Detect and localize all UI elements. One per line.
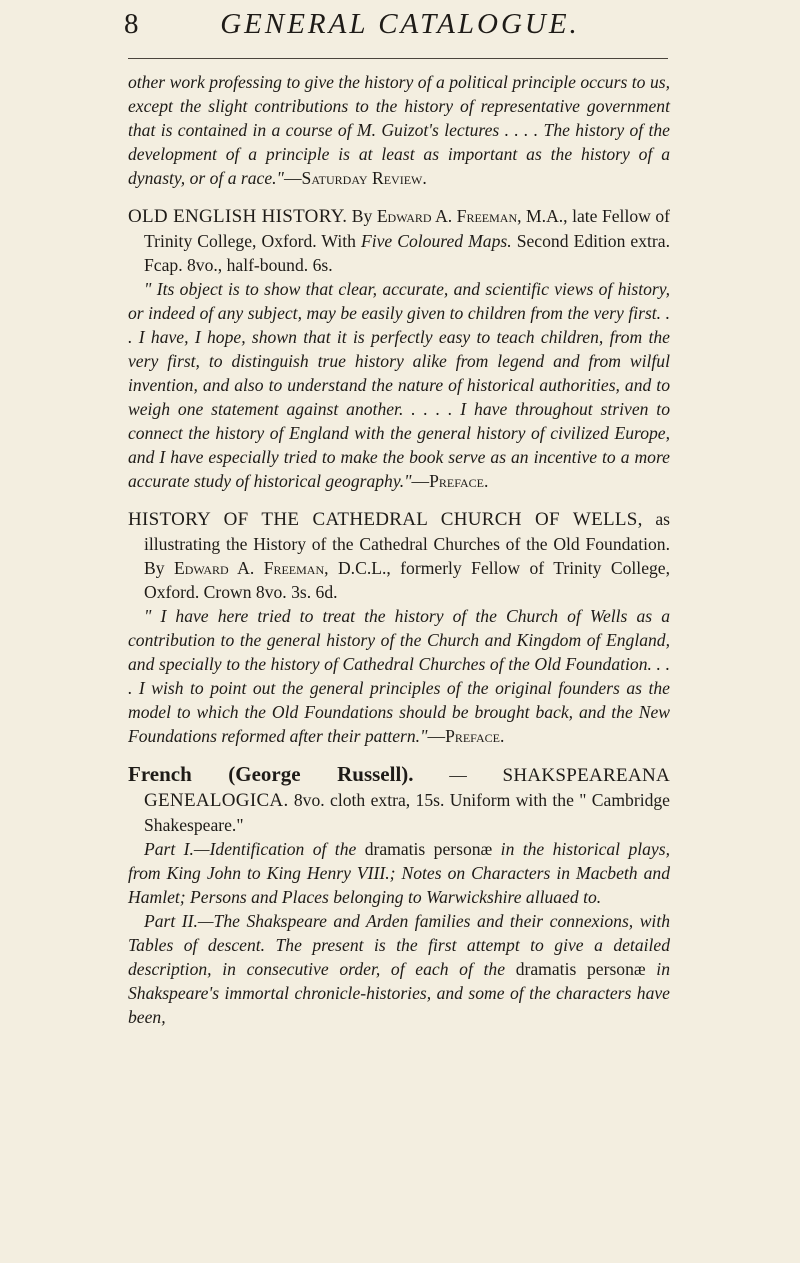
part-1-label: Part I.: [144, 839, 194, 859]
entry-quote-source: —Preface.: [427, 726, 505, 746]
entry-quote: [128, 604, 670, 748]
entry-details: 8vo. cloth extra, 15s. Uniform with the " Cambridge Shakespeare.": [144, 790, 670, 835]
entry-title: OLD ENGLISH HISTORY.: [128, 206, 348, 227]
entry-by: By: [351, 206, 373, 226]
entry-author: Edward A. Freeman: [376, 206, 518, 226]
entry-dash: —: [413, 765, 503, 785]
page-body: [128, 70, 670, 1029]
entry-quote-source: —Preface.: [411, 471, 489, 491]
entry-details-part-2: Second Edition extra. Fcap. 8vo., half-bound. 6s.: [144, 231, 670, 275]
header-rule: [128, 58, 668, 59]
review-quote-source: —Saturday Review.: [283, 168, 427, 188]
catalogue-entry-old-english-history: [128, 204, 670, 493]
entry-details-part-2: , D.C.L., formerly Fellow of Trinity College, Oxford. Crown 8vo. 3s. 6d.: [144, 558, 671, 602]
entry-quote: [128, 277, 670, 493]
entry-quote-text: " I have here tried to treat the history of the Church of Wells as a contribution to the general history of the Church and Kingdom of England, and specially to the history of Cathedral Churches of the Old Foundation. . . . I wish to point out the general principles of the original founders as the model to which the Old Foundations should be brought back, and the New Foundations reformed after their pattern.": [128, 606, 670, 746]
part-2-dramatis-personae: dramatis personæ: [515, 959, 646, 979]
entry-part-1: [128, 837, 670, 909]
part-2-label: Part II.: [144, 911, 198, 931]
part-2-text-a: —The Shakspeare and Arden families and their connexions, with Tables of descent. The present is the first attempt to give a detailed description, in consecutive order, of each of the: [128, 911, 670, 979]
entry-details-part-1: , M.A., late Fellow of Trinity College, Oxford. With: [144, 206, 670, 251]
entry-description: [128, 507, 670, 604]
page-header: [0, 8, 800, 58]
entry-details-part-1: as illustrating the History of the Cathedral Churches of the Old Foundation. By: [144, 509, 670, 578]
part-1-dramatis-personae: dramatis personæ: [364, 839, 493, 859]
entry-author: Edward A. Freeman: [173, 558, 325, 578]
part-2-text-b: in Shakspeare's immortal chronicle-histories, and some of the characters have been,: [128, 959, 670, 1027]
entry-quote-text: " Its object is to show that clear, accurate, and scientific views of history, or indeed of any subject, may be easily given to children from the very first. . . I have, I hope, shown that it is perfectly easy to teach children, from the very first, to distinguish true history alike from legend and from wilful invention, and also to understand the nature of historical authorities, and to weigh one statement against another. . . . . I have throughout striven to connect the history of England with the general history of civilized Europe, and I have especially tried to make the book serve as an incentive to a more accurate study of historical geography.": [128, 279, 670, 491]
page-number: 8: [124, 8, 139, 40]
entry-description: [128, 204, 670, 277]
review-quote-text: other work professing to give the history of a political principle occurs to us, except the slight contributions to the history of representative government that is contained in a course of M. Guizot's lectures . . . . The history of the development of a principle is at least as important as the history of a dynasty, or of a race.": [128, 72, 670, 188]
entry-part-2: [128, 909, 670, 1029]
entry-author-heading: French (George Russell).: [128, 762, 414, 786]
catalogue-entry-cathedral-church-wells: [128, 507, 670, 748]
entry-title: SHAKSPEAREANA GENEALOGICA.: [144, 765, 671, 811]
entry-title: HISTORY OF THE CATHEDRAL CHURCH OF WELLS,: [128, 509, 643, 530]
continued-review-quote: [128, 70, 670, 190]
part-1-text-a: —Identification of the: [193, 839, 365, 859]
part-1-text-b: in the historical plays, from King John to King Henry VIII.; Notes on Characters in Macbeth and Hamlet; Persons and Places belonging to Warwickshire alluaed to.: [128, 839, 670, 907]
catalogue-entry-shakspeareana-genealogica: [128, 762, 670, 1029]
entry-maps: Five Coloured Maps.: [360, 231, 512, 251]
entry-description: [128, 762, 670, 837]
running-title: GENERAL CATALOGUE.: [220, 8, 580, 40]
